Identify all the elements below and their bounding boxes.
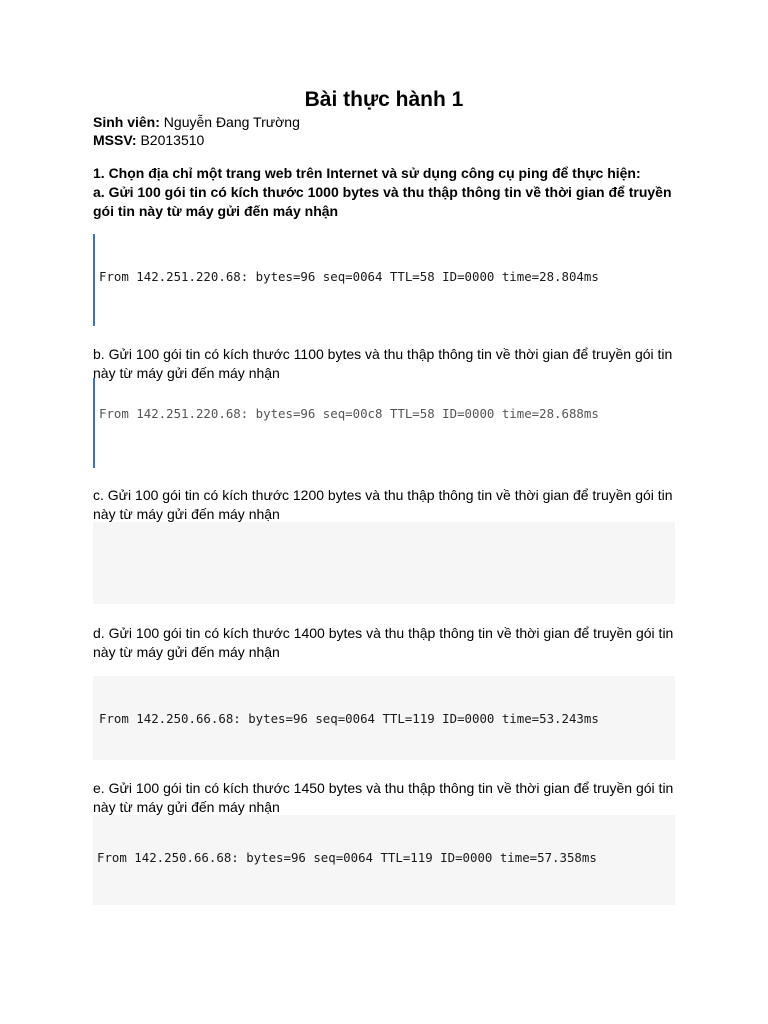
student-id-line: [93, 131, 204, 149]
task-b-text: b. Gửi 100 gói tin có kích thước 1100 bytes và thu thập thông tin về thời gian để truyền gói tin này từ máy gửi đến máy nhận: [93, 346, 673, 381]
student-name-value: Nguyễn Đang Trường: [159, 114, 300, 130]
task-c-text: c. Gửi 100 gói tin có kích thước 1200 bytes và thu thập thông tin về thời gian để truyền gói tin này từ máy gửi đến máy nhận: [93, 487, 673, 522]
ping-output-b: [93, 378, 675, 468]
ping-from-line: From 142.251.220.68: bytes=96 seq=0064 TTL=58 ID=0000 time=28.804ms: [99, 269, 599, 284]
student-id-value: B2013510: [136, 132, 205, 148]
student-name-label: Sinh viên:: [93, 114, 160, 130]
task-a-text: a. Gửi 100 gói tin có kích thước 1000 bytes và thu thập thông tin về thời gian để truyền gói tin này từ máy gửi đến máy nhận: [93, 184, 672, 219]
task-heading: 1. Chọn địa chỉ một trang web trên Internet và sử dụng công cụ ping để thực hiện:: [93, 165, 641, 181]
page-title: Bài thực hành 1: [304, 88, 464, 111]
ping-output-c: [93, 522, 675, 604]
ping-from-line: From 142.250.66.68: bytes=96 seq=0064 TTL=119 ID=0000 time=57.358ms: [97, 850, 597, 865]
student-name-line: [93, 113, 300, 131]
task-d-text: d. Gửi 100 gói tin có kích thước 1400 bytes và thu thập thông tin về thời gian để truyền gói tin này từ máy gửi đến máy nhận: [93, 625, 674, 660]
student-id-label: MSSV:: [93, 132, 137, 148]
ping-output-a: [93, 234, 675, 326]
ping-output-e: [93, 815, 675, 905]
ping-output-d: [93, 676, 675, 760]
ping-from-line-cropped: From 142.251.220.68: bytes=96 seq=00c8 TTL=58 ID=0000 time=28.688ms: [99, 406, 599, 421]
ping-from-line: From 142.250.66.68: bytes=96 seq=0064 TTL=119 ID=0000 time=53.243ms: [99, 711, 599, 726]
task-e-text: e. Gửi 100 gói tin có kích thước 1450 bytes và thu thập thông tin về thời gian để truyền gói tin này từ máy gửi đến máy nhận: [93, 780, 674, 815]
